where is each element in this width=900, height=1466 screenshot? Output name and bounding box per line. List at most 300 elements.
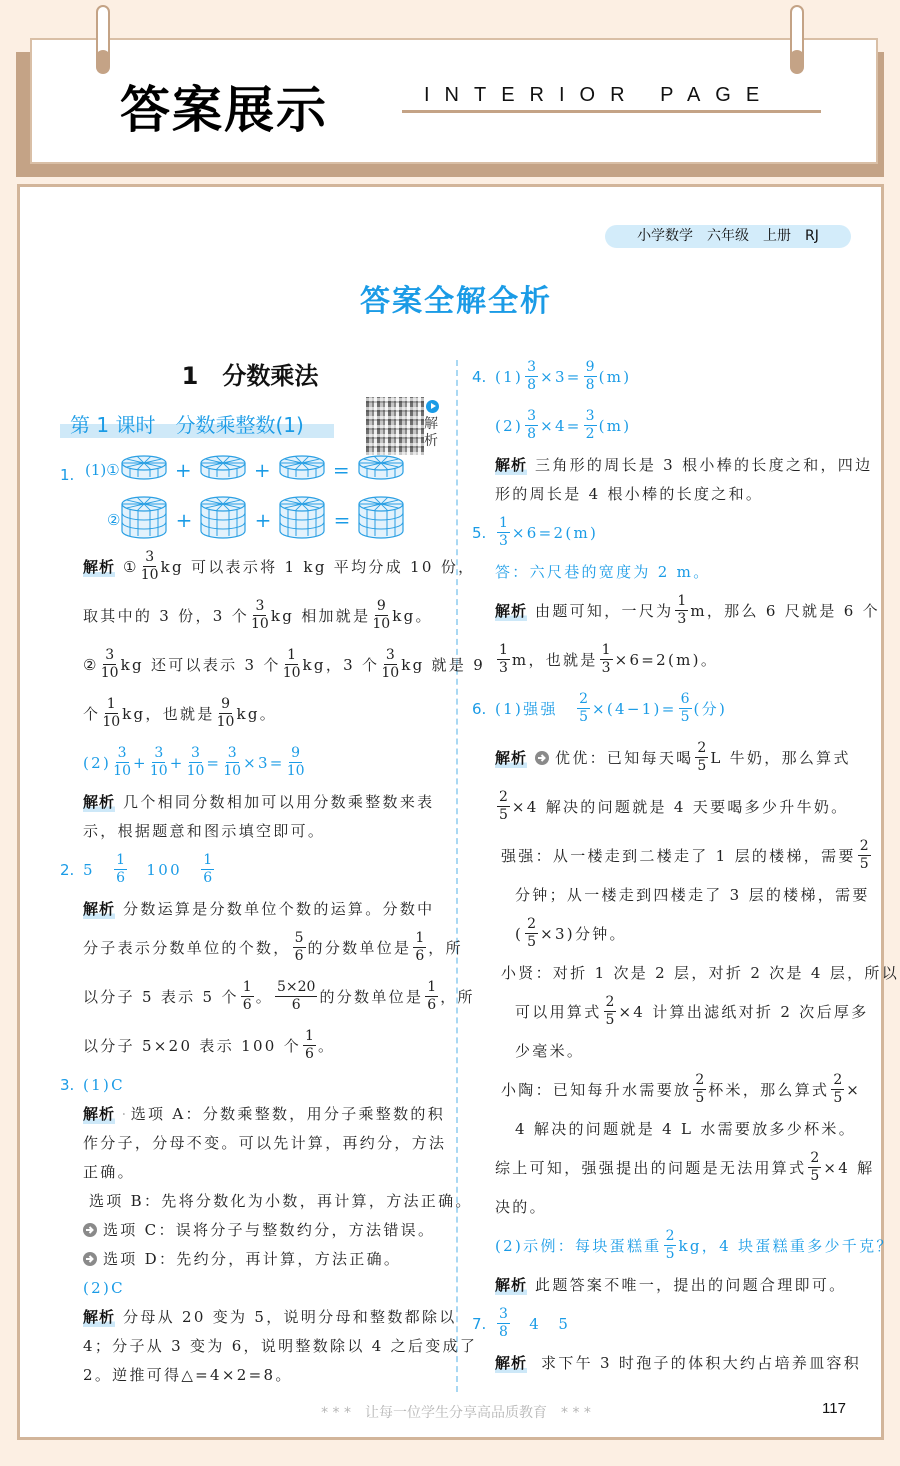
text-segment: (1)C [83, 1075, 125, 1094]
text-segment: ① [123, 557, 139, 576]
text-line [60, 689, 445, 738]
text-segment: (分) [693, 700, 728, 718]
denominator: 5 [810, 1168, 820, 1184]
text-line [60, 845, 445, 894]
cake-row [107, 496, 405, 543]
text-segment: 100 [129, 861, 200, 879]
text-line [472, 635, 857, 684]
text-segment: 选项 D：先约分，再计算，方法正确。 [103, 1250, 402, 1268]
arrow-icon [83, 1223, 97, 1237]
fraction [150, 745, 168, 780]
text-segment: 5 [83, 861, 113, 879]
text-segment: 综上可知，强强提出的问题是无法用算式 [495, 1159, 807, 1177]
text-segment: 选项 B：先将分数化为小数，再计算，方法正确。 [89, 1192, 473, 1210]
text-segment: × [846, 1080, 862, 1099]
text-line [472, 1348, 862, 1377]
denominator: 5 [697, 758, 707, 774]
fraction [584, 408, 597, 443]
fraction [497, 1306, 510, 1341]
text-line [60, 1302, 457, 1331]
text-line [472, 352, 857, 401]
fraction [223, 745, 241, 780]
text-segment: ，所 [428, 939, 463, 957]
question-number: 3. [60, 1075, 75, 1094]
text-line [472, 1143, 875, 1192]
text-line [60, 1360, 445, 1389]
analysis-tag: 解析 [83, 900, 116, 918]
text-line [60, 1157, 445, 1186]
text-segment: 。 [255, 988, 273, 1006]
text-segment: (m) [598, 416, 632, 435]
text-segment: kg。 [236, 705, 278, 723]
fraction [425, 979, 438, 1014]
text-line [60, 1273, 445, 1302]
denominator: 10 [216, 714, 235, 730]
denominator: 2 [585, 426, 595, 442]
text-segment: 作分子，分母不变。可以先计算，再约分，方法 [83, 1134, 447, 1152]
text-line [60, 1099, 445, 1128]
text-segment: ×4= [540, 416, 582, 435]
fraction [102, 696, 120, 731]
cake-row-label: (1)① [85, 460, 120, 479]
question-number: 1. [60, 466, 75, 484]
numerator: 1 [601, 642, 611, 658]
numerator: 1 [203, 852, 213, 868]
header-subtitle: INTERIOR PAGE [424, 84, 775, 106]
fraction [604, 994, 617, 1029]
right-column [472, 352, 900, 1377]
numerator: 1 [116, 852, 126, 868]
cake-row [85, 455, 405, 484]
text-segment: ② [83, 655, 99, 674]
fraction [187, 745, 205, 780]
text-segment: 优优：已知每天喝 [555, 749, 694, 767]
text-segment: kg，4 块蛋糕重多少千克？ [678, 1237, 894, 1255]
text-line [472, 684, 857, 733]
denominator: 6 [415, 948, 425, 964]
text-segment: 可以用算式 [515, 1003, 602, 1021]
denominator: 5 [527, 934, 537, 950]
binder-ring-hole-icon [96, 50, 110, 74]
text-segment: 示，根据题意和图示填空即可。 [83, 822, 326, 840]
text-segment: 以分子 5 表示 5 个 [83, 988, 239, 1006]
text-segment: ×6=2(m) [511, 523, 599, 542]
numerator: 9 [291, 745, 301, 761]
fraction [664, 1228, 677, 1263]
denominator: 6 [291, 997, 301, 1013]
play-icon[interactable] [426, 400, 439, 413]
numerator: 1 [499, 515, 508, 531]
text-segment: 三角形的周长是 3 根小棒的长度之和，四边 [535, 456, 873, 474]
numerator: 3 [499, 1306, 508, 1322]
analysis-tag: 解析 [495, 1354, 528, 1372]
text-line [472, 1192, 857, 1221]
text-line [472, 1270, 857, 1299]
text-line [60, 787, 445, 816]
cake-icon [357, 455, 405, 484]
text-segment: 由题可知，一尺为 [535, 602, 674, 620]
numerator: 3 [117, 745, 127, 761]
text-segment: kg，也就是 [122, 705, 215, 723]
fraction [675, 593, 688, 628]
text-line [472, 909, 857, 958]
text-segment: 的分数单位是 [319, 988, 424, 1006]
text-line [472, 1036, 857, 1065]
text-line [472, 1221, 894, 1270]
numerator: 3 [255, 598, 265, 614]
denominator: 10 [140, 567, 159, 583]
cake-icon [120, 455, 168, 484]
text-segment: 分子表示分数单位的个数， [83, 939, 291, 957]
numerator: 2 [527, 916, 537, 932]
analysis-tag: 解析 [83, 1105, 116, 1123]
numerator: 1 [427, 979, 437, 995]
text-segment: ×4 计算出滤纸对折 2 次后厚多 [618, 1003, 869, 1021]
text-segment: kg 还可以表示 3 个 [120, 656, 281, 674]
denominator: 8 [527, 377, 537, 393]
text-segment: (2)C [83, 1278, 125, 1297]
numerator: 2 [697, 740, 707, 756]
numerator: 2 [499, 789, 508, 805]
denominator: 5 [859, 856, 869, 872]
fraction [303, 1028, 316, 1063]
fraction [293, 930, 306, 965]
text-line [472, 1114, 857, 1143]
numerator: 3 [105, 647, 115, 663]
fraction [679, 691, 692, 726]
numerator: 9 [585, 359, 595, 375]
text-line [472, 782, 857, 831]
text-segment: ( [515, 924, 524, 943]
numerator: 3 [527, 359, 537, 375]
numerator: 2 [833, 1072, 843, 1088]
text-segment: 答：六尺巷的宽度为 2 m。 [495, 563, 711, 581]
numerator: 6 [680, 691, 690, 707]
text-segment: kg。 [392, 607, 433, 625]
numerator: 3 [527, 408, 537, 424]
numerator: 2 [695, 1072, 705, 1088]
arrow-icon [535, 751, 549, 765]
text-segment: ×3)分钟。 [540, 925, 627, 943]
numerator: 2 [665, 1228, 675, 1244]
text-segment: 分数运算是分数单位个数的运算。分数中 [123, 900, 435, 918]
fraction [275, 979, 317, 1014]
denominator: 10 [381, 665, 400, 681]
denominator: 6 [427, 997, 437, 1013]
numerator: 1 [287, 647, 297, 663]
denominator: 10 [100, 665, 119, 681]
numerator: 1 [242, 979, 252, 995]
denominator: 10 [372, 616, 391, 632]
analysis-tag: 解析 [495, 456, 528, 474]
cake-icon [357, 496, 405, 543]
header-underline [402, 110, 821, 113]
text-segment: 少毫米。 [515, 1042, 585, 1060]
denominator: 10 [286, 763, 305, 779]
cake-icon [278, 496, 326, 543]
denominator: 10 [223, 763, 242, 779]
operator: + [174, 457, 192, 482]
text-line [60, 1128, 445, 1157]
text-segment: 2。逆推可得△=4×2=8。 [83, 1366, 293, 1384]
text-segment: ×3= [540, 367, 582, 386]
text-segment: 小陶：已知每升水需要放 [501, 1081, 692, 1099]
cake-icon [199, 496, 247, 543]
text-segment: 求下午 3 时孢子的体积大约占培养皿容积 [541, 1354, 862, 1372]
numerator: 3 [191, 745, 200, 761]
text-segment: (2) [495, 416, 524, 435]
denominator: 3 [499, 660, 508, 676]
operator: = [333, 507, 351, 532]
fraction [858, 838, 871, 873]
question-number: 4. [472, 367, 487, 386]
denominator: 6 [203, 870, 213, 886]
text-line [472, 1299, 857, 1348]
text-segment: ×3= [243, 753, 285, 772]
question-number: 7. [472, 1314, 487, 1333]
text-segment: 。 [317, 1037, 336, 1055]
text-line [60, 640, 486, 689]
text-segment: ×(4−1)= [591, 699, 677, 718]
text-segment: ×4 解决的问题就是 4 天要喝多少升牛奶。 [511, 798, 849, 816]
book-badge: 小学数学 六年级 上册 RJ [605, 225, 851, 248]
text-segment: L 牛奶，那么算式 [710, 749, 851, 767]
denominator: 5 [665, 1246, 675, 1262]
numerator: 3 [154, 745, 164, 761]
text-segment: 几个相同分数相加可以用分数乘整数来表 [123, 793, 435, 811]
fraction [283, 647, 301, 682]
numerator: 2 [579, 691, 588, 707]
text-segment: 的分数单位是 [307, 939, 412, 957]
numerator: 1 [305, 1028, 314, 1044]
qr-label: 解析 [424, 416, 438, 449]
text-segment: 选项 A：分数乘整数，用分子乘整数的积 [130, 1105, 445, 1123]
fraction [241, 979, 254, 1014]
text-segment: kg，3 个 [302, 656, 380, 674]
text-segment: 个 [83, 705, 101, 723]
text-segment: (2) [83, 753, 112, 772]
text-line [60, 972, 475, 1021]
question-number: 6. [472, 699, 487, 718]
text-segment: 此题答案不唯一，提出的问题合理即可。 [535, 1276, 847, 1294]
text-segment: 选项 C：误将分子与整数约分，方法错误。 [103, 1221, 436, 1239]
footer-slogan: * * * 让每一位学生分享高品质教育 * * * [321, 1405, 591, 1421]
text-segment: m，也就是 [511, 651, 598, 669]
text-segment: kg 就是 9 [401, 656, 486, 674]
text-line [60, 894, 445, 923]
question-number: 2. [60, 860, 75, 879]
fraction [695, 740, 708, 775]
text-line [60, 542, 476, 591]
text-segment: (2)示例：每块蛋糕重 [495, 1237, 662, 1255]
numerator: 1 [499, 642, 508, 658]
text-line [60, 923, 463, 972]
fraction [600, 642, 613, 677]
fraction [497, 642, 510, 677]
text-segment: 形的周长是 4 根小棒的长度之和。 [495, 485, 764, 503]
denominator: 5 [579, 709, 588, 725]
numerator: 1 [677, 593, 687, 609]
text-segment: 4；分子从 3 变为 6，说明整数除以 4 之后变成了 [83, 1337, 478, 1355]
fraction [114, 852, 127, 887]
fraction [141, 549, 159, 584]
denominator: 5 [695, 1090, 705, 1106]
text-line [60, 738, 445, 787]
text-segment: (1)强强 [495, 700, 576, 718]
text-segment: 4 5 [511, 1315, 571, 1333]
text-line [60, 816, 445, 845]
text-segment: ，所 [440, 988, 475, 1006]
text-segment: 4 解决的问题就是 4 L 水需要放多少杯米。 [515, 1120, 857, 1138]
numerator: 9 [376, 598, 386, 614]
fraction [101, 647, 119, 682]
text-segment: (1) [495, 367, 524, 386]
numerator: 5×20 [277, 979, 316, 995]
fraction [413, 930, 426, 965]
text-segment: 分钟；从一楼走到四楼走了 3 层的楼梯，需要 [515, 886, 870, 904]
denominator: 10 [186, 763, 205, 779]
denominator: 10 [113, 763, 131, 779]
fraction [287, 745, 305, 780]
analysis-tag: 解析 [495, 602, 528, 620]
denominator: 10 [149, 763, 168, 779]
denominator: 10 [251, 616, 269, 632]
analysis-tag: 解析 [83, 1308, 116, 1326]
operator: + [253, 457, 271, 482]
denominator: 8 [527, 426, 537, 442]
text-line [60, 1215, 445, 1244]
denominator: 10 [282, 665, 301, 681]
text-line [472, 401, 857, 450]
arrow-icon [83, 1252, 97, 1266]
fraction [381, 647, 399, 682]
left-column [60, 542, 486, 1389]
text-segment: 分母从 20 变为 5，说明分母和整数都除以 [123, 1308, 457, 1326]
fraction [693, 1072, 706, 1107]
text-segment: + [169, 753, 185, 772]
numerator: 3 [385, 647, 395, 663]
numerator: 3 [227, 745, 237, 761]
header-title: 答案展示 [120, 81, 328, 139]
denominator: 10 [102, 714, 121, 730]
text-line [60, 1186, 473, 1215]
fraction [831, 1072, 844, 1107]
fraction [525, 916, 538, 951]
denominator: 3 [601, 660, 611, 676]
fraction [808, 1150, 821, 1185]
lesson-heading: 第 1 课时 分数乘整数(1) [70, 413, 304, 437]
text-line [472, 586, 880, 635]
text-line [472, 450, 873, 479]
page-number: 117 [822, 1400, 846, 1417]
analysis-tag: 解析 [83, 558, 116, 576]
text-line [60, 1021, 445, 1070]
cake-row-label: ② [107, 510, 121, 529]
text-segment: 取其中的 3 份，3 个 [83, 607, 249, 625]
text-segment: 以分子 5×20 表示 100 个 [83, 1037, 302, 1055]
denominator: 5 [680, 709, 690, 725]
question-number: 5. [472, 523, 487, 542]
text-segment: = [206, 753, 222, 772]
text-line [472, 880, 870, 909]
arrow-icon [123, 1107, 125, 1121]
qr-code[interactable] [366, 397, 424, 455]
fraction [584, 359, 597, 394]
text-line [472, 1065, 862, 1114]
cake-icon [120, 496, 168, 543]
analysis-tag: 解析 [495, 749, 528, 767]
denominator: 6 [242, 997, 252, 1013]
text-segment: m，那么 6 尺就是 6 个 [690, 602, 880, 620]
denominator: 8 [499, 1324, 508, 1340]
denominator: 5 [833, 1090, 843, 1106]
text-segment: kg 相加就是 [270, 607, 371, 625]
operator: + [175, 507, 193, 532]
numerator: 1 [106, 696, 116, 712]
fraction [217, 696, 235, 731]
cake-icon [278, 455, 326, 484]
text-line [472, 831, 869, 880]
page-title: 答案全解全析 [360, 284, 552, 319]
chapter-heading: 1 分数乘法 [181, 362, 319, 390]
fraction [525, 408, 538, 443]
text-line [472, 557, 857, 586]
text-line [60, 1244, 445, 1273]
text-segment: ×4 解 [823, 1159, 875, 1177]
text-segment: (m) [598, 367, 632, 386]
operator: = [332, 457, 350, 482]
analysis-tag: 解析 [495, 1276, 528, 1294]
fraction [577, 691, 590, 726]
numerator: 9 [221, 696, 231, 712]
text-segment: 小贤：对折 1 次是 2 层，对折 2 次是 4 层，所以 [501, 964, 900, 982]
fraction [113, 745, 131, 780]
fraction [497, 515, 510, 550]
text-segment: 强强：从一楼走到二楼走了 1 层的楼梯，需要 [501, 847, 856, 865]
cake-icon [199, 455, 247, 484]
denominator: 8 [585, 377, 595, 393]
text-line [60, 591, 445, 640]
numerator: 2 [605, 994, 615, 1010]
text-segment: ×6=2(m)。 [614, 651, 719, 669]
numerator: 3 [585, 408, 595, 424]
fraction [497, 789, 510, 824]
denominator: 5 [499, 807, 508, 823]
text-segment: + [132, 753, 148, 772]
numerator: 2 [859, 838, 869, 854]
fraction [372, 598, 390, 633]
text-line [472, 987, 869, 1036]
denominator: 6 [305, 1046, 314, 1062]
fraction [251, 598, 269, 633]
denominator: 6 [294, 948, 304, 964]
denominator: 3 [499, 533, 508, 549]
text-segment: 正确。 [83, 1163, 135, 1181]
column-divider [456, 360, 458, 1392]
text-line [472, 479, 857, 508]
numerator: 1 [415, 930, 425, 946]
fraction [201, 852, 214, 887]
analysis-tag: 解析 [83, 793, 116, 811]
numerator: 2 [810, 1150, 820, 1166]
fraction [525, 359, 538, 394]
text-segment: 决的。 [495, 1198, 547, 1216]
numerator: 5 [294, 930, 304, 946]
binder-ring-hole-icon [790, 50, 804, 74]
operator: + [254, 507, 272, 532]
text-line [60, 1331, 478, 1360]
text-line [472, 958, 900, 987]
